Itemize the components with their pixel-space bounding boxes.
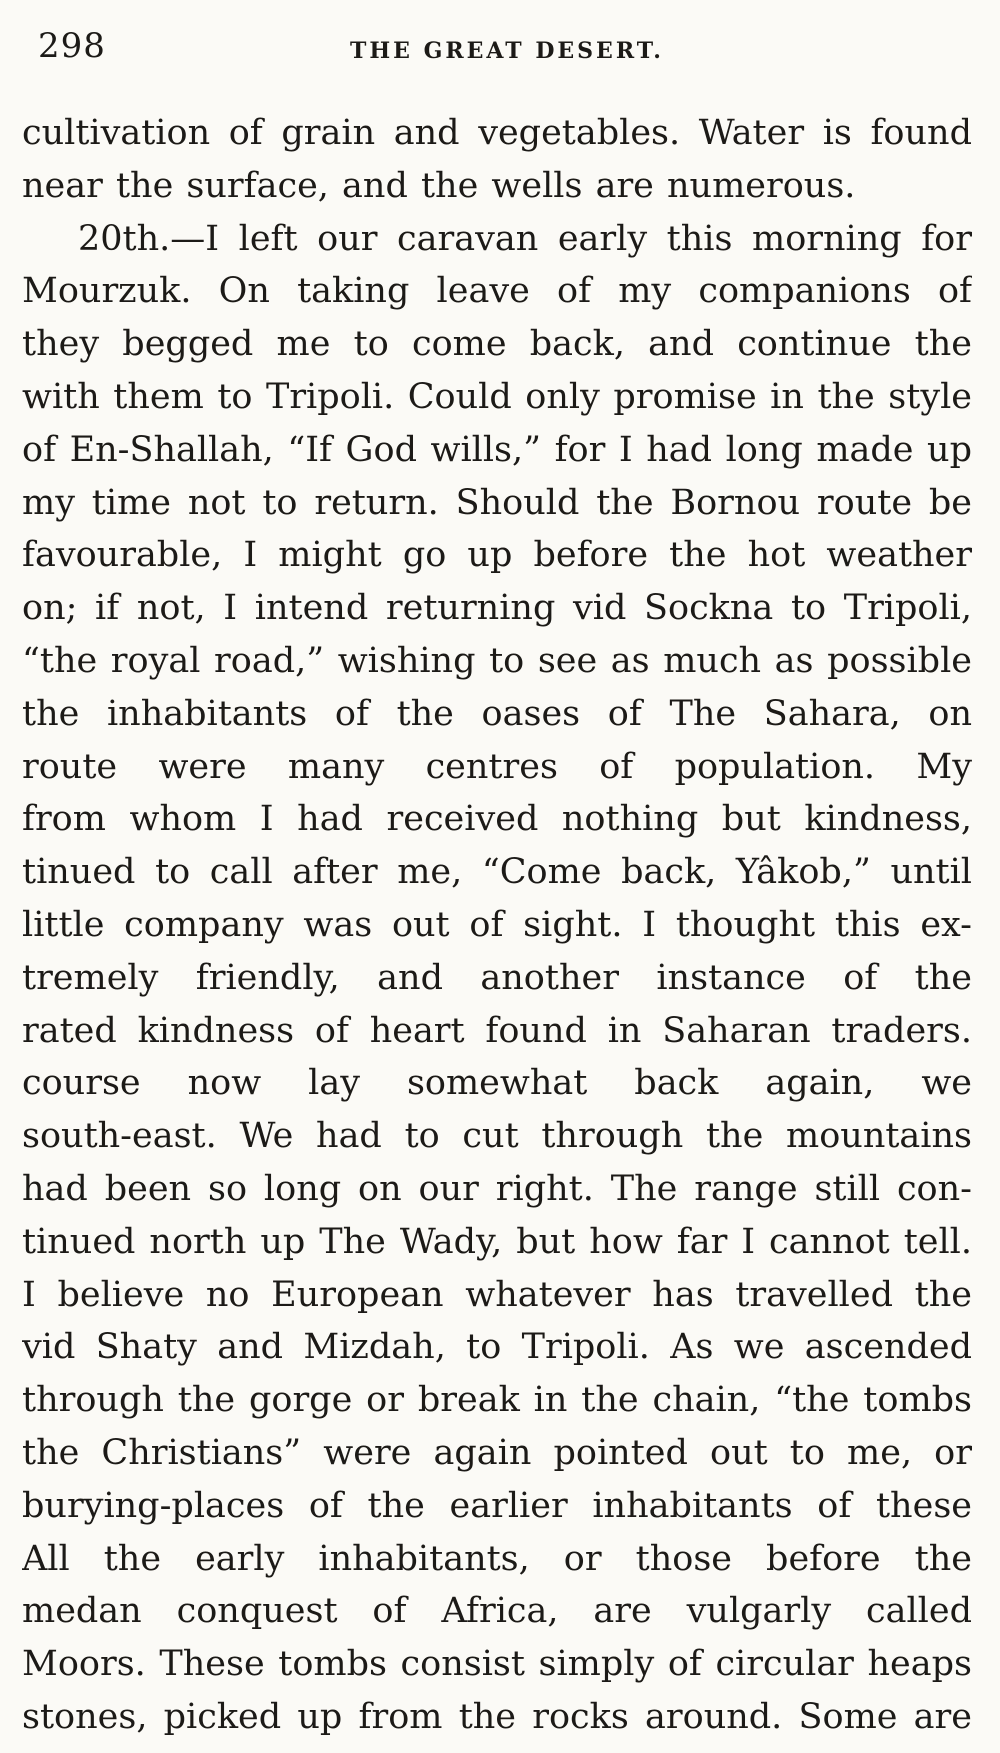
text-line: of En-Shallah, “If God wills,” for I had long made up [22,429,972,470]
paragraph-start-line: 20th.—I left our caravan early this morning for [78,218,972,259]
text-line: Mourzuk. On taking leave of my companions of [22,271,972,312]
page-header [0,20,1000,80]
text-line: my time not to return. Should the Bornou route be [22,482,972,523]
text-line: vid Shaty and Mizdah, to Tripoli. As we ascended [22,1327,972,1368]
text-line: route were many centres of population. My [22,746,972,787]
text-line: burying-places of the earlier inhabitants of these [22,1485,972,1526]
text-line: course now lay somewhat back again, we [22,1063,972,1104]
running-title: THE GREAT DESERT. [350,38,664,64]
text-line: Moors. These tombs consist simply of circular heaps [22,1644,972,1685]
text-line: tinued to call after me, “Come back, Yâkob,” until [22,852,972,893]
text-line: medan conquest of Africa, are vulgarly called [22,1591,972,1632]
text-line: cultivation of grain and vegetables. Water is found [22,113,972,153]
text-line: stones, picked up from the rocks around. Some are [22,1696,972,1737]
text-line: I believe no European whatever has travelled the [22,1274,972,1315]
text-line: rated kindness of heart found in Saharan traders. [22,1010,972,1051]
text-line: on; if not, I intend returning vid Sockna to Tripoli, [22,588,972,629]
page-number: 298 [38,26,106,66]
text-line: south-east. We had to cut through the mountains [22,1116,972,1157]
text-line: little company was out of sight. I thought this ex- [22,904,972,945]
text-line: the inhabitants of the oases of The Sahara, on [22,693,972,734]
text-line: near the surface, and the wells are numerous. [22,165,856,206]
text-line: with them to Tripoli. Could only promise in the style [22,376,972,417]
text-line: the Christians” were again pointed out to me, or [22,1432,972,1473]
text-line: they begged me to come back, and continue the [22,324,972,365]
text-line: tinued north up The Wady, but how far I cannot tell. [22,1221,972,1262]
text-line: tremely friendly, and another instance of the [22,957,972,998]
text-line: through the gorge or break in the chain, “the tombs [22,1380,972,1421]
text-line: from whom I had received nothing but kindness, [22,799,972,840]
text-line: favourable, I might go up before the hot weather [22,535,972,576]
text-line: “the royal road,” wishing to see as much as possible [22,640,972,681]
body-text [22,107,972,1744]
text-line: had been so long on our right. The range still con- [22,1168,972,1209]
text-line: All the early inhabitants, or those before the [22,1538,972,1579]
